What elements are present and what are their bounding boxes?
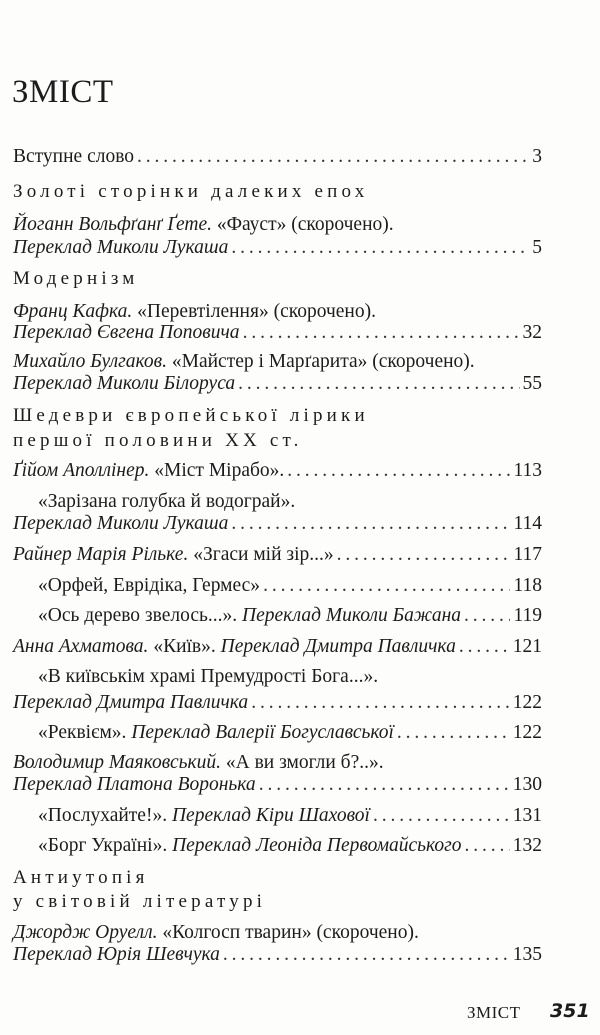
toc-entry [13, 213, 542, 237]
entry-text: «В київськім храмі Премудрості Бога...». [38, 666, 379, 687]
entry-page-number: 130 [512, 774, 542, 795]
entry-author-or-translator: Джордж Оруелл. [13, 922, 158, 943]
toc-entry [13, 751, 542, 775]
entry-text: «Фауст» (скорочено). [211, 214, 394, 235]
dot-leader [465, 834, 510, 858]
toc-entry [13, 459, 542, 483]
dot-leader [137, 145, 529, 169]
toc-entry [13, 236, 542, 260]
entry-text: «Колгосп тварин» (скорочено). [157, 922, 419, 943]
toc-entry [13, 512, 542, 536]
entry-author-or-translator: Переклад Юрія Шевчука [13, 944, 220, 965]
entry-page-number: 122 [512, 692, 542, 713]
dot-leader [231, 512, 510, 536]
entry-page-number: 114 [513, 513, 542, 534]
section-heading [13, 404, 542, 428]
entry-text: Шедеври європейської лірики [13, 405, 369, 426]
entry-page-number: 3 [532, 146, 542, 167]
entry-author-or-translator: Переклад Миколи Лукаша [13, 513, 229, 534]
section-heading [13, 429, 542, 453]
entry-author-or-translator: Йоганн Вольфґанґ Ґете. [13, 214, 212, 235]
dot-leader [251, 691, 510, 715]
toc-entry [13, 921, 542, 945]
toc-entry [38, 604, 542, 628]
entry-text: «Міст Мірабо». [149, 460, 285, 481]
section-heading [13, 890, 542, 914]
entry-page-number: 121 [512, 636, 542, 657]
page-number: 351 [550, 1000, 590, 1022]
entry-author-or-translator: Франц Кафка. [13, 301, 133, 322]
dot-leader [397, 721, 510, 745]
entry-author-or-translator: Переклад Миколи Лукаша [13, 237, 229, 258]
entry-author-or-translator: Михайло Булгаков. [13, 351, 167, 372]
section-heading [13, 866, 542, 890]
toc-entry [13, 635, 542, 659]
entry-page-number: 118 [513, 575, 542, 596]
entry-text: «Ось дерево звелось...». [38, 605, 238, 626]
entry-author-or-translator: Переклад Дмитра Павличка [215, 636, 456, 657]
dot-leader [263, 574, 510, 598]
toc-entry [38, 804, 542, 828]
entry-page-number: 113 [513, 460, 542, 481]
dot-leader [337, 543, 511, 567]
entry-text: «Орфей, Еврідіка, Гермес» [38, 575, 261, 596]
toc-entry [38, 721, 542, 745]
entry-text: «Послухайте!». [38, 805, 168, 826]
entry-page-number: 32 [522, 322, 542, 343]
dot-leader [231, 236, 529, 260]
entry-author-or-translator: Переклад Кіри Шахової [167, 805, 370, 826]
section-heading [13, 180, 542, 204]
entry-text: «Майстер і Марґарита» (скорочено). [166, 351, 475, 372]
entry-text: Вступне слово [13, 146, 135, 167]
entry-text: «Перевтілення» (скорочено). [132, 301, 376, 322]
entry-author-or-translator: Переклад Миколи Білоруса [13, 373, 236, 394]
entry-page-number: 135 [512, 944, 542, 965]
entry-author-or-translator: Переклад Платона Воронька [13, 774, 256, 795]
entry-page-number: 55 [522, 373, 542, 394]
entry-text: «Київ». [148, 636, 216, 657]
entry-author-or-translator: Анна Ахматова. [13, 636, 149, 657]
entry-author-or-translator: Переклад Євгена Поповича [13, 322, 240, 343]
entry-page-number: 5 [532, 237, 542, 258]
entry-author-or-translator: Володимир Маяковський. [13, 752, 221, 773]
entry-author-or-translator: Переклад Валерії Богуславської [126, 722, 394, 743]
dot-leader [223, 943, 510, 967]
dot-leader [464, 604, 510, 628]
entry-author-or-translator: Переклад Миколи Бажана [237, 605, 461, 626]
entry-text: «Реквієм». [38, 722, 127, 743]
entry-text: Модернізм [13, 268, 139, 289]
running-footer-section: ЗМІСТ [467, 1003, 521, 1022]
dot-leader [243, 321, 520, 345]
entry-text: першої половини XX ст. [13, 430, 303, 451]
toc-entry [13, 350, 542, 374]
entry-page-number: 131 [512, 805, 542, 826]
entry-author-or-translator: Переклад Леоніда Первомайського [167, 835, 462, 856]
toc-entry [38, 834, 542, 858]
toc-entry [13, 943, 542, 967]
dot-leader [287, 459, 510, 483]
dot-leader [238, 372, 519, 396]
section-heading [13, 267, 542, 291]
entry-page-number: 132 [512, 835, 542, 856]
toc-entry [13, 321, 542, 345]
entry-page-number: 122 [512, 722, 542, 743]
entry-author-or-translator: Райнер Марія Рільке. [13, 544, 189, 565]
entry-text: «А ви змогли б?..». [221, 752, 384, 773]
toc-entry [38, 665, 542, 689]
entry-author-or-translator: Ґійом Аполлінер. [13, 460, 150, 481]
entry-page-number: 119 [513, 605, 542, 626]
toc-entry [38, 574, 542, 598]
toc-entry [13, 145, 542, 169]
entry-text: Антиутопія [13, 867, 149, 888]
toc-entry [13, 543, 542, 567]
entry-author-or-translator: Переклад Дмитра Павличка [13, 692, 249, 713]
page-title: ЗМІСТ [12, 74, 114, 110]
entry-page-number: 117 [513, 544, 542, 565]
dot-leader [459, 635, 510, 659]
entry-text: Золоті сторінки далеких епох [13, 181, 369, 202]
toc-entry [13, 372, 542, 396]
toc-entry [13, 773, 542, 797]
toc-entry [38, 490, 542, 514]
dot-leader [259, 773, 510, 797]
dot-leader [373, 804, 510, 828]
entry-text: «Борг Україні». [38, 835, 168, 856]
entry-text: «Зарізана голубка й водограй». [38, 491, 296, 512]
toc-entry [13, 691, 542, 715]
entry-text: у світовій літературі [13, 891, 267, 912]
entry-text: «Згаси мій зір...» [188, 544, 334, 565]
